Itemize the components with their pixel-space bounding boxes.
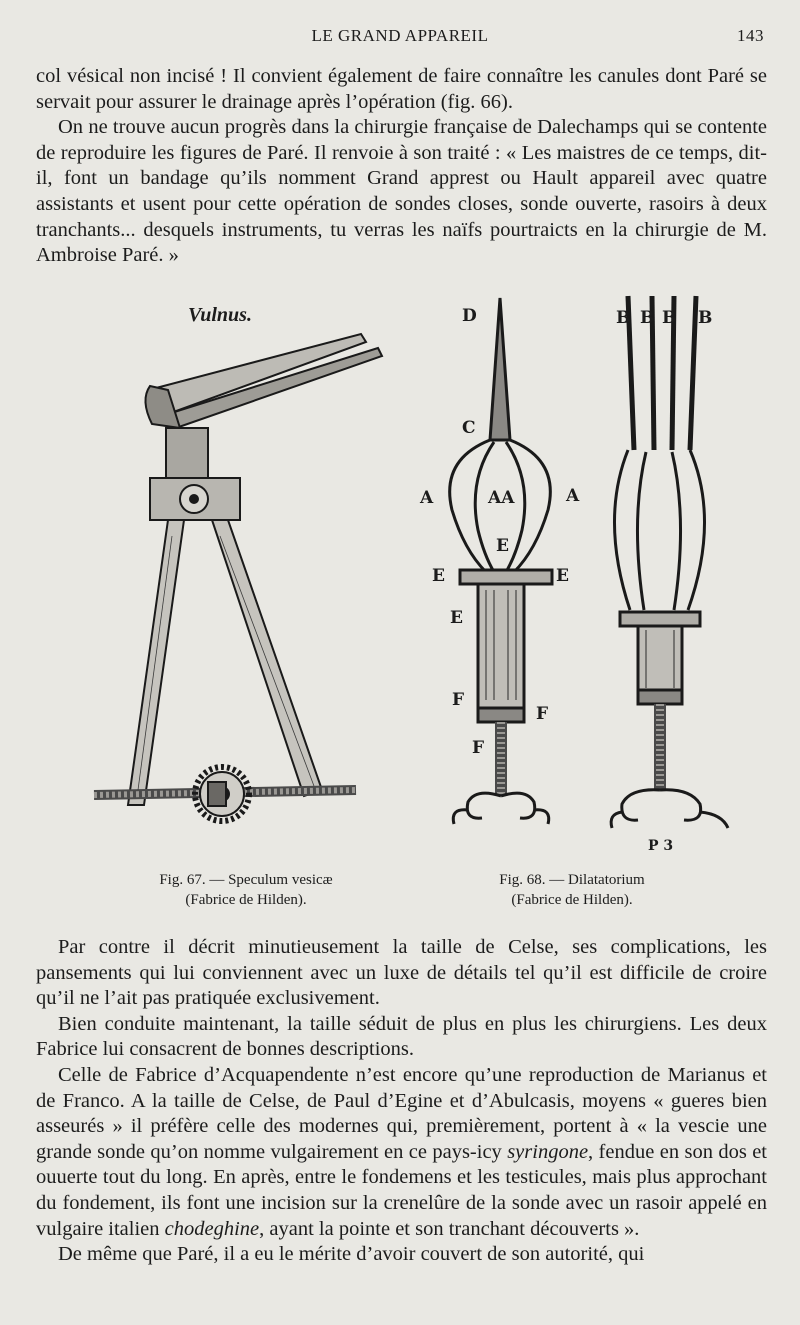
figure-68-caption-title: Fig. 68. — Dilatatorium xyxy=(499,872,645,888)
label-c: C xyxy=(462,418,476,438)
label-p3: P 3 xyxy=(648,838,674,854)
figure-68-caption-source: (Fabrice de Hilden). xyxy=(511,892,633,908)
paragraph-dalechamps: On ne trouve aucun progrès dans la chirurgie française de Dalechamps qui se contente de reproduire les figures de Paré. Il renvoie à son traité : « Les maistres de ce temps, dit-il, font un bandage qu’ils nomment Grand apprest ou Hault appareil avec quatre assistants et usent pour cette opération de sondes closes, sonde ouverte, rasoirs à deux tranchants... desquels instruments, tu verras les naïfs pourtraicts en la chirurgie de M. Ambroise Paré. » xyxy=(36,116,767,267)
label-e-center: E xyxy=(496,536,509,556)
paragraph-continuation: col vésical non incisé ! Il convient également de faire connaître les canules dont Paré se servait pour assurer le drainage après l’opération (fig. 66). xyxy=(36,65,767,113)
label-a-right: A xyxy=(566,486,580,506)
label-b-3: B xyxy=(662,308,677,328)
label-b-4: B xyxy=(698,308,713,328)
top-text-block xyxy=(36,64,767,269)
label-d: D xyxy=(462,306,477,326)
figure-67-caption-title: Fig. 67. — Speculum vesicæ xyxy=(159,872,333,888)
paragraph-celse: Par contre il décrit minutieusement la taille de Celse, ses complications, les pansements qui lui conviennent avec un luxe de détails tel qu’il est difficile de croire qu’il ne l’ait pas pratiquée exclusivement. xyxy=(36,936,767,1010)
label-f-left: F xyxy=(452,690,465,710)
figures-area xyxy=(36,290,767,908)
paragraph-acquapendente-part3: , ayant la pointe et son tranchant découverts ». xyxy=(259,1217,640,1240)
paragraph-acquapendente xyxy=(36,1063,767,1242)
figure-67-engraved-label: Vulnus. xyxy=(188,304,252,326)
label-f-bottom: F xyxy=(472,738,485,758)
term-syringone: syringone xyxy=(507,1140,589,1163)
figure-67-caption-source: (Fabrice de Hilden). xyxy=(185,892,307,908)
label-b-2: B xyxy=(640,308,655,328)
label-e-right: E xyxy=(556,566,569,586)
label-e-left: E xyxy=(432,566,445,586)
label-e-body: E xyxy=(450,608,463,628)
figure-68-caption xyxy=(422,870,722,910)
figure-68 xyxy=(416,290,767,908)
paragraph-acquapendente-part2: , fendue en son dos et ouuerte tout du long. En après, entre le fondemens et les testicules, mais plus approchant du fondement, ils font une incision sur la crenelûre de la sonde avec un rasoir appelé en vulgaire italien xyxy=(36,1140,767,1240)
paragraph-acquapendente-part1: Celle de Fabrice d’Acquapendente n’est encore qu’une reproduction de Marianus et de Franco. A la taille de Celse, de Paul d’Egine et d’Abulcasis, moyens « gueres bien asseurés » il préfère celle des modernes qui, premièrement, portent à « la vescie une grande sonde qu’on nomme vulgairement en ce pays-icy xyxy=(36,1063,767,1163)
label-aa: AA xyxy=(488,488,515,508)
label-a-left: A xyxy=(420,488,434,508)
label-b-1: B xyxy=(616,308,631,328)
running-title: LE GRAND APPAREIL xyxy=(311,26,489,45)
bottom-text-block xyxy=(36,935,767,1268)
label-f-right: F xyxy=(536,704,549,724)
speculum-illustration xyxy=(76,290,416,850)
figure-67 xyxy=(76,290,416,908)
page-number: 143 xyxy=(737,26,764,45)
running-header xyxy=(36,26,764,52)
dilatatorium-illustration xyxy=(416,290,767,850)
paragraph-pare-merit: De même que Paré, il a eu le mérite d’avoir couvert de son autorité, qui xyxy=(58,1243,645,1266)
paragraph-fabrice: Bien conduite maintenant, la taille séduit de plus en plus les chirurgiens. Les deux Fabrice lui consacrent de bonnes descriptions. xyxy=(36,1012,767,1061)
figure-67-caption xyxy=(96,870,396,910)
term-chodeghine: chodeghine xyxy=(164,1217,260,1240)
